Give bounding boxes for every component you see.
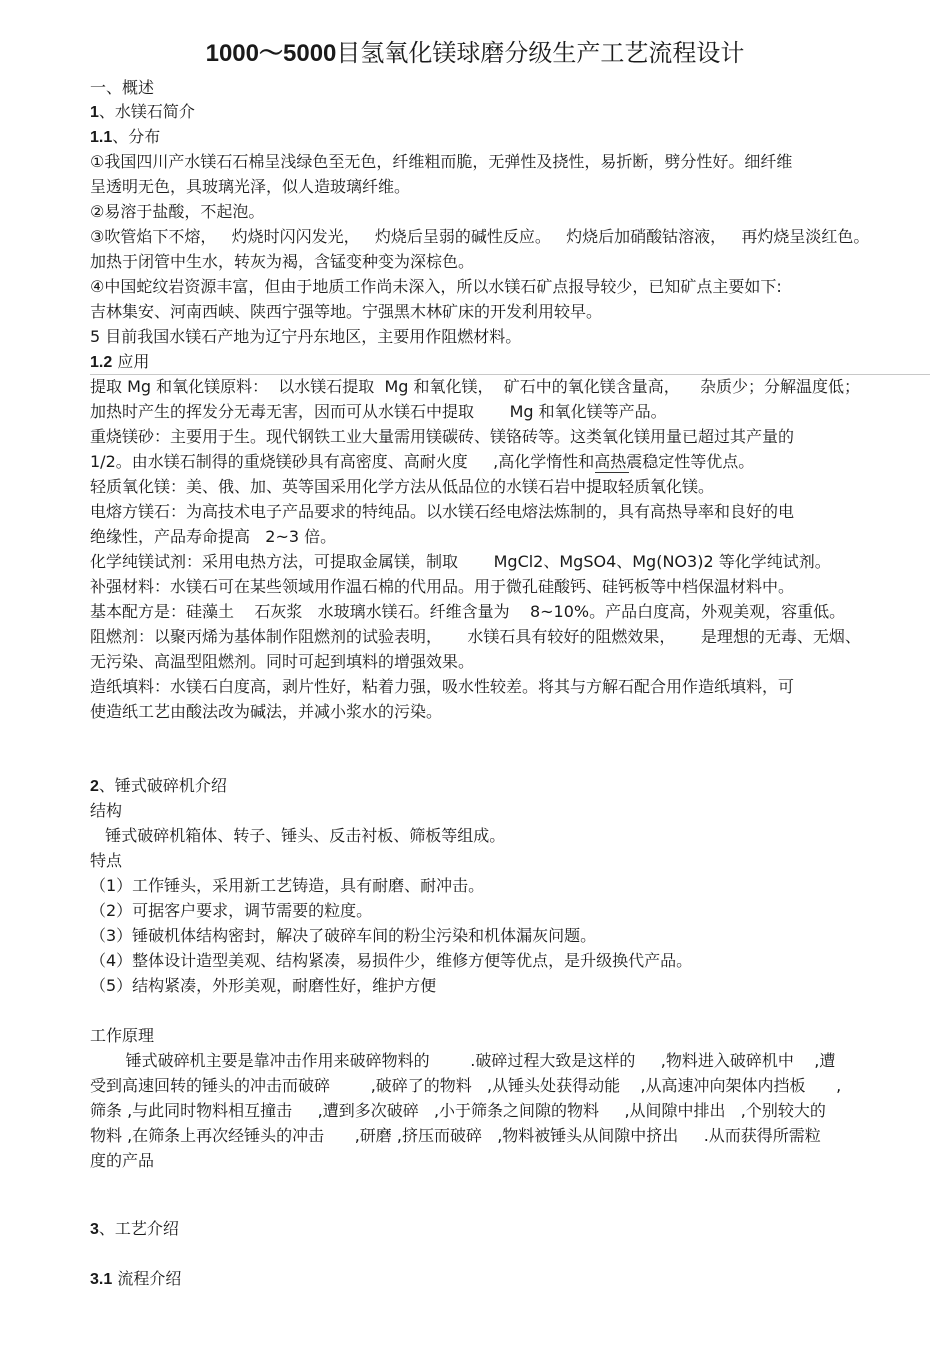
text-line: 无污染、高温型阻燃剂。同时可起到填料的增强效果。 [90,652,475,671]
section-number: 1.1 [90,129,113,146]
section-number: 1.2 [90,354,113,371]
text-line: 基本配方是：硅藻土 石灰浆 水玻璃水镁石。纤维含量为 8~10%。产品白度高，外观美观，容重低。 [90,602,846,621]
list-item: （2）可据客户要求，调节需要的粒度。 [90,901,373,920]
text-line: 绝缘性，产品寿命提高 2~3 倍。 [90,527,337,546]
text-line: 补强材料：水镁石可在某些领域用作温石棉的代用品。用于微孔硅酸钙、硅钙板等中档保温材料中。 [90,577,795,596]
list-item: （1）工作锤头，采用新工艺铸造，具有耐磨、耐冲击。 [90,876,485,895]
title-text: 目氢氧化镁球磨分级生产工艺流程设计 [336,39,745,67]
text-line: 筛条 ,与此同时物料相互撞击 ,遭到多次破碎 ,小于筛条之间隙的物料 ,从间隙中排出 ,个别较大的 [90,1101,826,1120]
section-number: 3.1 [90,1271,113,1288]
title-number: 1000～5000 [205,40,337,67]
document-title [0,36,950,71]
text-line: 受到高速回转的锤头的冲击而破碎 ,破碎了的物料 ,从锤头处获得动能 ,从高速冲向架体内挡板 , [90,1076,842,1095]
heading-hammer-crusher: 2、锤式破碎机介绍 [90,776,227,795]
text-line: 电熔方镁石：为高技术电子产品要求的特纯品。以水镁石经电熔法炼制的，具有高热导率和良好的电 [90,502,795,521]
heading-applications: 1.2 应用 [90,352,150,371]
text-line: 阻燃剂：以聚丙烯为基体制作阻燃剂的试验表明， 水镁石具有较好的阻燃效果， 是理想的无毒、无烟、 [90,627,861,646]
text-line: 5 目前我国水镁石产地为辽宁丹东地区，主要用作阻燃材料。 [90,327,522,346]
subheading-structure: 结构 [90,801,123,820]
text-line: ④中国蛇纹岩资源丰富，但由于地质工作尚未深入，所以水镁石矿点报导较少，已知矿点主要如下: [90,277,782,296]
text-line: 加热于闭管中生水，转灰为褐，含锰变种变为深棕色。 [90,252,475,271]
section-number: 3 [90,1221,99,1238]
text-line: 使造纸工艺由酸法改为碱法，并减小浆水的污染。 [90,702,443,721]
divider [90,374,930,375]
text-line: 1/2。由水镁石制得的重烧镁砂具有高密度、高耐火度 ,高化学惰性和高热震稳定性等优点。 [90,452,755,471]
text-line: ②易溶于盐酸，不起泡。 [90,202,265,221]
subheading-working-principle: 工作原理 [90,1026,155,1045]
text-line: 锤式破碎机主要是靠冲击作用来破碎物料的 .破碎过程大致是这样的 ,物料进入破碎机中 ,遭 [90,1051,836,1070]
text-line: 呈透明无色，具玻璃光泽，似人造玻璃纤维。 [90,177,411,196]
text-line: 度的产品 [90,1151,155,1170]
heading-distribution: 1.1、分布 [90,127,161,146]
subheading-features: 特点 [90,851,123,870]
section-number: 1 [90,104,99,121]
list-item: （3）锤破机体结构密封，解决了破碎车间的粉尘污染和机体漏灰问题。 [90,926,597,945]
section-number: 2 [90,778,99,795]
text-line: ③吹管焰下不熔， 灼烧时闪闪发光， 灼烧后呈弱的碱性反应。 灼烧后加硝酸钴溶液， 再灼烧呈淡红色。 [90,227,870,246]
text-line: 提取 Mg 和氧化镁原料： 以水镁石提取 Mg 和氧化镁， 矿石中的氧化镁含量高， 杂质少；分解温度低； [90,377,861,396]
list-item: （4）整体设计造型美观、结构紧凑，易损件少，维修方便等优点，是升级换代产品。 [90,951,693,970]
text-line: 造纸填料：水镁石白度高，剥片性好，粘着力强，吸水性较差。将其与方解石配合用作造纸填料，可 [90,677,795,696]
heading-brucite-intro: 1、水镁石简介 [90,102,195,121]
text-line: 物料 ,在筛条上再次经锤头的冲击 ,研磨 ,挤压而破碎 ,物料被锤头从间隙中挤出 .从而获得所需粒 [90,1126,821,1145]
text-line: 轻质氧化镁：美、俄、加、英等国采用化学方法从低品位的水镁石岩中提取轻质氧化镁。 [90,477,715,496]
text-line: 锤式破碎机箱体、转子、锤头、反击衬板、筛板等组成。 [90,826,506,845]
text-line: 加热时产生的挥发分无毒无害，因而可从水镁石中提取 Mg 和氧化镁等产品。 [90,402,667,421]
text-line: ①我国四川产水镁石石棉呈浅绿色至无色，纤维粗而脆，无弹性及挠性，易折断，劈分性好。细纤维 [90,152,793,171]
list-item: （5）结构紧凑，外形美观，耐磨性好，维护方便 [90,976,437,995]
text-line: 吉林集安、河南西峡、陕西宁强等地。宁强黑木林矿床的开发利用较早。 [90,302,603,321]
heading-overview: 一、概述 [90,78,155,97]
text-line: 化学纯镁试剂：采用电热方法，可提取金属镁，制取 MgCl2、MgSO4、Mg(NO3)2 等化学纯试剂。 [90,552,831,571]
text-line: 重烧镁砂：主要用于生。现代钢铁工业大量需用镁碳砖、镁铬砖等。这类氧化镁用量已超过其产量的 [90,427,795,446]
underline-mark [595,472,629,473]
heading-flow: 3.1 流程介绍 [90,1269,182,1288]
heading-process: 3、工艺介绍 [90,1219,179,1238]
